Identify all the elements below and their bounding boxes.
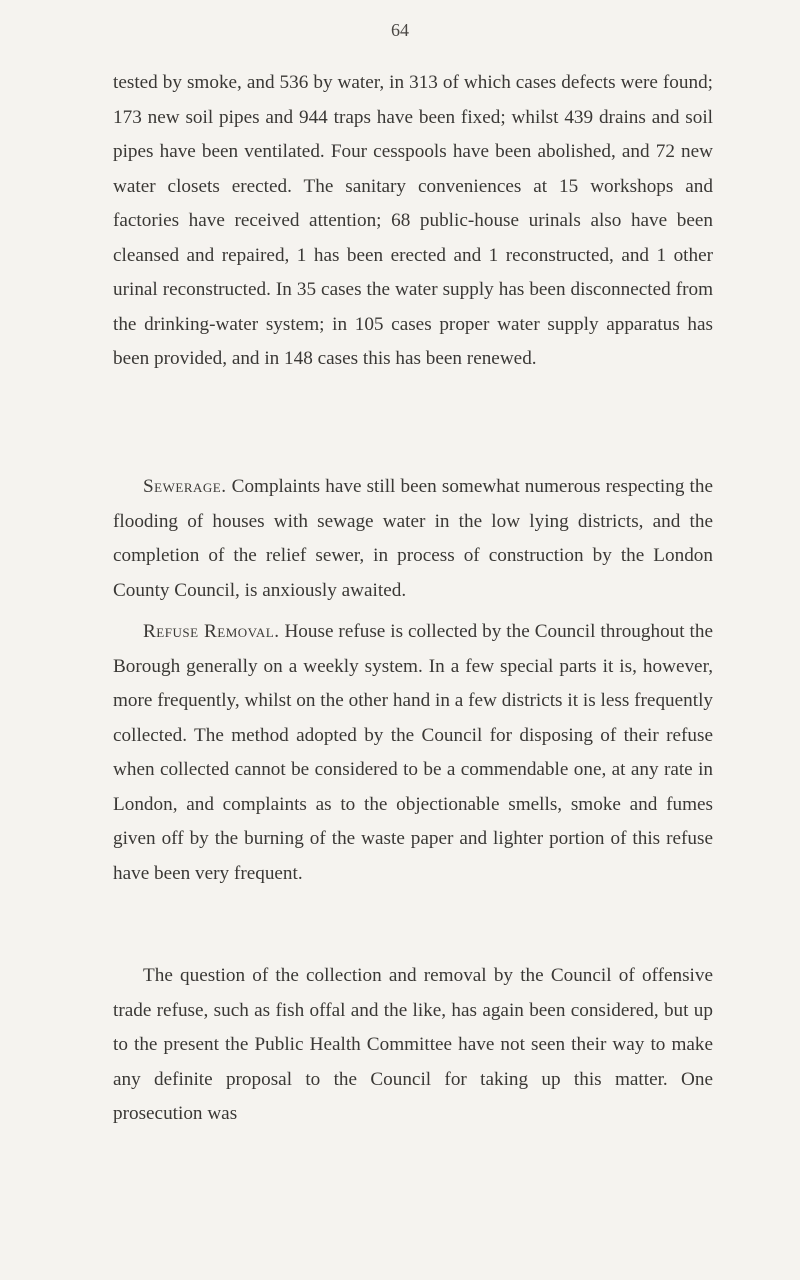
paragraph-refuse-removal [113, 615, 713, 891]
section-heading-refuse-removal: Refuse Removal. [143, 621, 280, 642]
paragraph-sanitary-works [113, 66, 713, 377]
paragraph-text: Complaints have still been somewhat numerous respecting the flooding of houses with sewage water in the low lying districts, and the completion of the relief sewer, in process of construction by the London County Council, is anxiously awaited. [113, 476, 713, 601]
paragraph-trade-refuse [113, 959, 713, 1132]
section-heading-sewerage: Sewerage. [143, 476, 227, 497]
paragraph-text: tested by smoke, and 536 by water, in 313 of which cases defects were found; 173 new soil pipes and 944 traps have been fixed; whilst 439 drains and soil pipes have been ventilated. Four cesspools have been abolished, and 72 new water closets erected. The sanitary conveniences at 15 workshops and factories have received attention; 68 public-house urinals also have been cleansed and repaired, 1 has been erected and 1 reconstructed, and 1 other urinal reconstructed. In 35 cases the water supply has been disconnected from the drinking-water system; in 105 cases proper water supply apparatus has been provided, and in 148 cases this has been renewed. [113, 72, 713, 369]
paragraph-text: The question of the collection and removal by the Council of offensive trade refuse, such as fish offal and the like, has again been considered, but up to the present the Public Health Committee have not seen their way to make any definite proposal to the Council for taking up this matter. One prosecution was [113, 965, 713, 1124]
page-number: 64 [391, 20, 409, 40]
paragraph-text: House refuse is collected by the Council throughout the Borough generally on a weekly system. In a few special parts it is, however, more frequently, whilst on the other hand in a few districts it is less frequently collected. The method adopted by the Council for disposing of their refuse when collected cannot be considered to be a commendable one, at any rate in London, and complaints as to the objectionable smells, smoke and fumes given off by the burning of the waste paper and lighter portion of this refuse have been very frequent. [113, 621, 713, 884]
paragraph-sewerage [113, 470, 713, 608]
